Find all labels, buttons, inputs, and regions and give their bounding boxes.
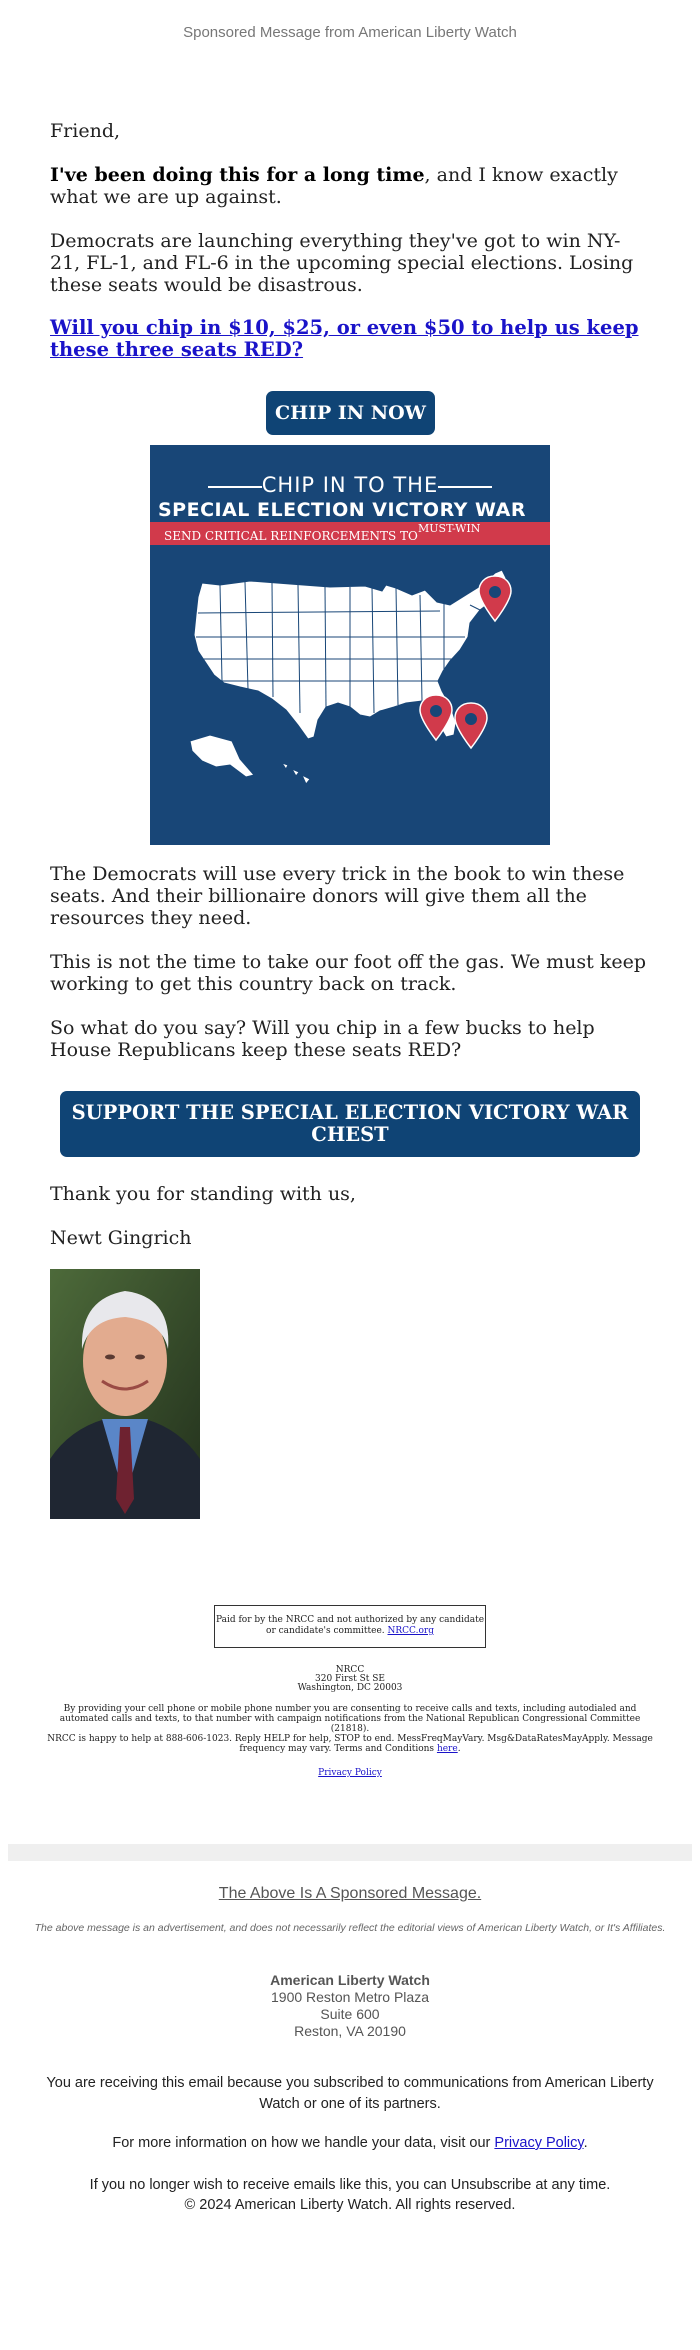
- banner-line-4: MUST-WIN: [418, 522, 481, 535]
- alaska-hawaii: [190, 735, 310, 784]
- closing-line: Thank you for standing with us,: [50, 1183, 356, 1205]
- pin-fl-6: [455, 703, 487, 748]
- data-notice: For more information on how we handle your data, visit our Privacy Policy.: [112, 2135, 588, 2151]
- banner-line-3: SEND CRITICAL REINFORCEMENTS TO: [164, 529, 418, 543]
- footer-addr-3: Reston, VA 20190: [294, 2023, 406, 2039]
- paragraph-3: The Democrats will use every trick in the book to win these seats. And their billionaire donors will give them all the resources they need.: [50, 863, 625, 929]
- banner-line-2: SPECIAL ELECTION VICTORY WAR: [158, 499, 526, 521]
- sponsor-line: Sponsored Message from American Liberty Watch: [183, 24, 517, 41]
- footer-addr-1: 1900 Reston Metro Plaza: [271, 1989, 429, 2005]
- help-text-body: NRCC is happy to help at 888-606-1023. Reply HELP for help, STOP to end. MessFreqMayVary. Msg&DataRatesMayApply. Message frequency may vary. Terms and Conditions: [47, 1734, 653, 1754]
- footer-addr-2: Suite 600: [320, 2006, 380, 2022]
- greeting: Friend,: [50, 120, 121, 142]
- help-text: NRCC is happy to help at 888-606-1023. Reply HELP for help, STOP to end. MessFreqMayVary. Msg&DataRatesMayApply. Message frequency may vary. Terms and Conditions here.: [47, 1734, 653, 1754]
- chip-in-now-button[interactable]: CHIP IN NOW: [266, 391, 435, 435]
- paragraph-1-rest: , and I know exactly what we are up against.: [50, 164, 618, 208]
- footer-title: The Above Is A Sponsored Message.: [218, 1885, 482, 1902]
- footer-address: [30, 1972, 670, 2040]
- sms-consent: By providing your cell phone or mobile phone number you are consenting to receive calls and texts, including autodialed and automated calls and texts, to that number with campaign notifications from the National Republican Congressional Committee (21818).: [59, 1704, 641, 1734]
- signer-photo: [50, 1269, 200, 1519]
- unsubscribe-text[interactable]: If you no longer wish to receive emails like this, you can Unsubscribe at any time.: [89, 2177, 611, 2193]
- paragraph-4: This is not the time to take our foot off the gas. We must keep working to get this country back on track.: [50, 951, 646, 995]
- data-notice-text: For more information on how we handle your data, visit our: [112, 2135, 491, 2151]
- support-war-chest-button[interactable]: SUPPORT THE SPECIAL ELECTION VICTORY WAR CHEST: [60, 1091, 640, 1157]
- paragraph-5: So what do you say? Will you chip in a few bucks to help House Republicans keep these seats RED?: [50, 1017, 595, 1061]
- org-city: Washington, DC 20003: [297, 1683, 403, 1693]
- nrcc-privacy-link[interactable]: Privacy Policy: [318, 1768, 382, 1778]
- paragraph-1: [50, 164, 650, 208]
- paragraph-1-bold: I've been doing this for a long time: [50, 164, 425, 186]
- org-name: NRCC: [335, 1665, 365, 1675]
- org-street: 320 First St SE: [315, 1674, 385, 1684]
- privacy-row: [40, 1768, 660, 1778]
- victory-war-chest-banner[interactable]: [150, 445, 550, 845]
- footer-disclaimer: The above message is an advertisement, and does not necessarily reflect the editorial views of American Liberty Watch, or It's Affiliates.: [34, 1922, 666, 1934]
- copyright: © 2024 American Liberty Watch. All rights reserved.: [184, 2197, 516, 2213]
- paid-for-text: Paid for by the NRCC and not authorized by any candidate or candidate's committee.: [215, 1615, 485, 1636]
- footer-privacy-link[interactable]: Privacy Policy: [494, 2135, 584, 2151]
- footer-org: American Liberty Watch: [270, 1972, 430, 1988]
- banner-line-1: CHIP IN TO THE: [261, 473, 439, 497]
- unsubscribe-block: [30, 2175, 670, 2215]
- paragraph-2: Democrats are launching everything they've got to win NY-21, FL-1, and FL-6 in the upcoming special elections. Losing these seats would be disastrous.: [50, 230, 634, 296]
- pin-ny-21: [479, 576, 511, 621]
- terms-link[interactable]: here: [436, 1744, 458, 1754]
- donate-ask-link[interactable]: Will you chip in $10, $25, or even $50 to help us keep these three seats RED?: [50, 316, 639, 361]
- signature-name: Newt Gingrich: [50, 1227, 192, 1249]
- nrcc-link[interactable]: NRCC.org: [387, 1626, 434, 1636]
- paid-for-disclaimer: [214, 1605, 486, 1648]
- subscribe-notice: You are receiving this email because you subscribed to communications from American Liberty Watch or one of its partners.: [46, 2075, 654, 2112]
- footer-divider: [8, 1844, 692, 1861]
